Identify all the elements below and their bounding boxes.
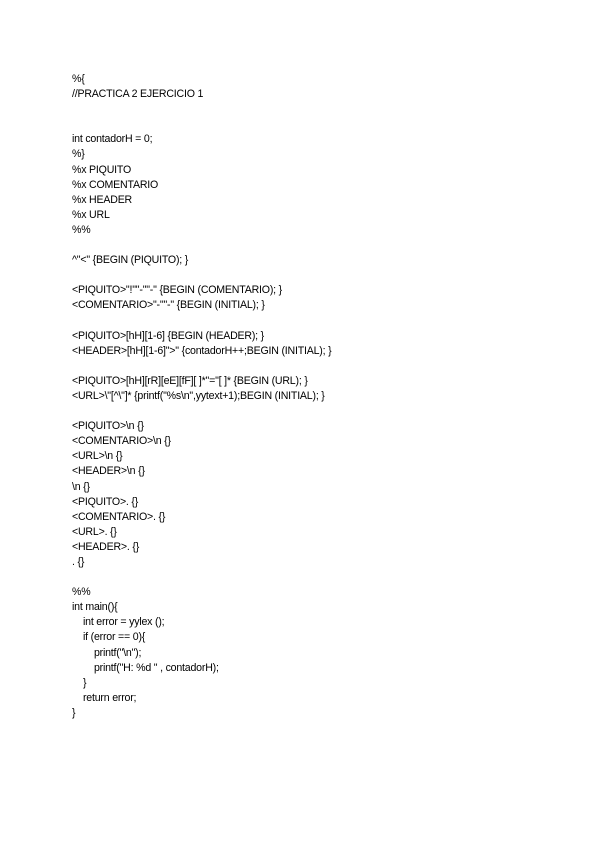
code-line: <URL>\"[^\"]* {printf("%s\n",yytext+1);BEGIN (INITIAL); }: [72, 389, 325, 402]
code-listing: [72, 72, 572, 721]
code-line: %x PIQUITO: [72, 163, 132, 176]
code-line: %{: [72, 73, 85, 85]
code-line: int error = yylex ();: [72, 616, 165, 629]
code-line: <URL>. {}: [72, 525, 117, 538]
code-line: <PIQUITO>\n {}: [72, 420, 144, 433]
code-line: }: [72, 676, 87, 689]
code-line: <COMENTARIO>. {}: [72, 510, 166, 523]
code-line: %%: [72, 586, 91, 599]
code-line: <HEADER>\n {}: [72, 465, 145, 478]
code-line: <HEADER>[hH][1-6]">" {contadorH++;BEGIN (INITIAL); }: [72, 344, 332, 357]
code-line: <URL>\n {}: [72, 450, 123, 463]
code-line: <PIQUITO>. {}: [72, 495, 139, 508]
code-line: [72, 117, 572, 132]
code-line: <PIQUITO>"!""-""-" {BEGIN (COMENTARIO); }: [72, 284, 282, 297]
code-line: [72, 268, 572, 283]
code-line: printf("H: %d " , contadorH);: [72, 661, 219, 674]
code-line: <PIQUITO>[hH][1-6] {BEGIN (HEADER); }: [72, 329, 264, 342]
code-line: [72, 570, 572, 585]
code-line: <PIQUITO>[hH][rR][eE][fF][ ]*"="[ ]* {BEGIN (URL); }: [72, 374, 308, 387]
code-line: <COMENTARIO>\n {}: [72, 435, 171, 448]
code-line: int main(){: [72, 601, 118, 614]
code-line: <HEADER>. {}: [72, 540, 140, 553]
code-line: . {}: [72, 556, 85, 568]
code-line: %x COMENTARIO: [72, 178, 159, 191]
code-line: ^"<" {BEGIN (PIQUITO); }: [72, 254, 189, 267]
code-line: %%: [72, 223, 91, 236]
code-line: [72, 359, 572, 374]
code-line: [72, 404, 572, 419]
code-line: }: [72, 706, 76, 719]
code-line: [72, 102, 572, 117]
code-line: [72, 238, 572, 253]
code-line: //PRACTICA 2 EJERCICIO 1: [72, 88, 204, 101]
code-line: if (error == 0){: [72, 631, 146, 644]
code-line: int contadorH = 0;: [72, 133, 153, 146]
code-line: [72, 314, 572, 329]
code-line: <COMENTARIO>"-""-" {BEGIN (INITIAL); }: [72, 299, 265, 312]
code-line: return error;: [72, 691, 137, 704]
code-line: \n {}: [72, 480, 90, 493]
code-line: printf("\n");: [72, 646, 142, 659]
code-line: %}: [72, 148, 85, 161]
code-line: %x URL: [72, 208, 110, 221]
code-line: %x HEADER: [72, 193, 133, 206]
